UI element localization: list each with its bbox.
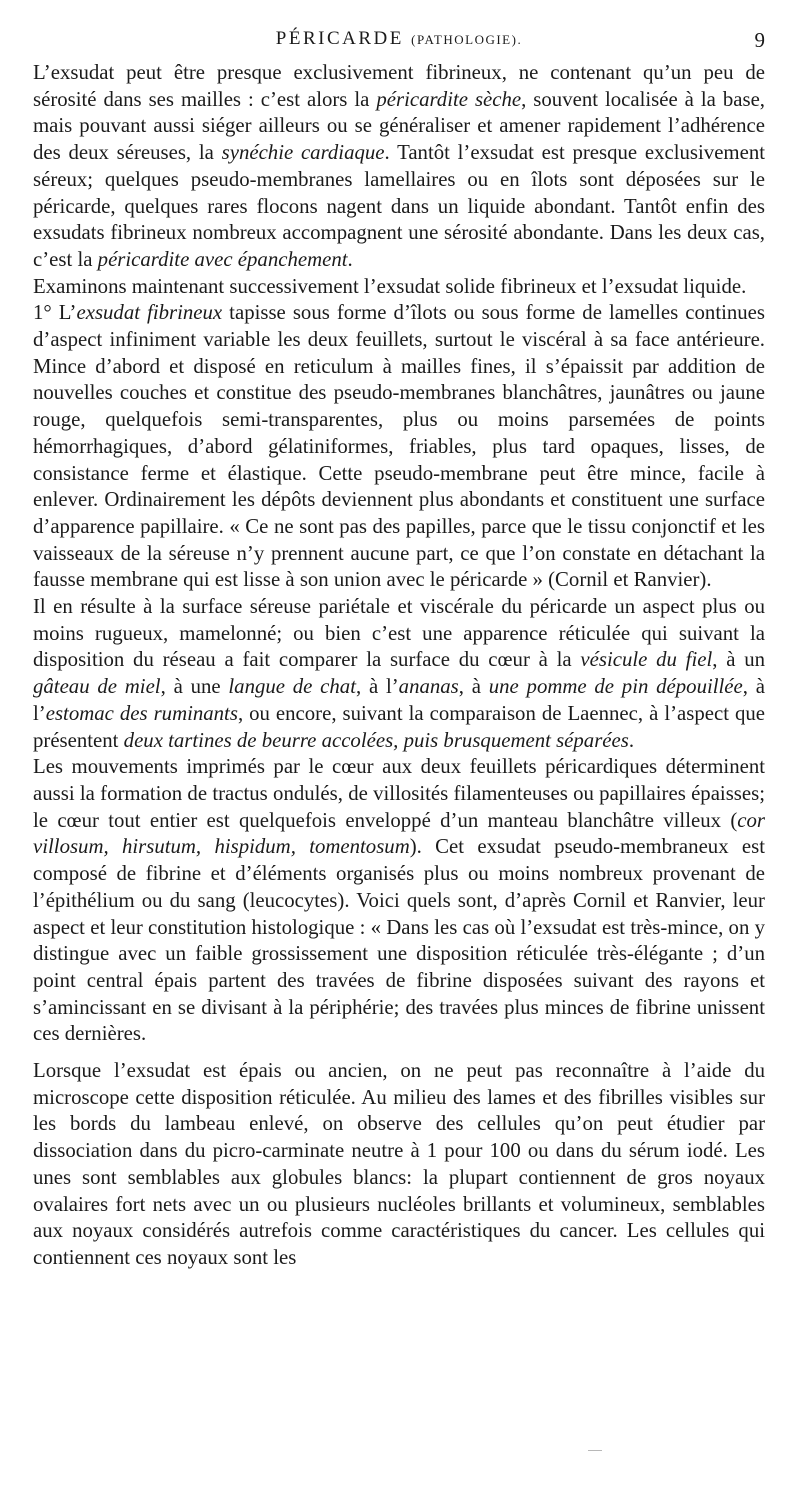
paragraph-gap [33,1048,765,1058]
italic-phrase: gâteau de miel [33,675,161,699]
text-run: , à une [160,675,229,699]
paragraph-4 [33,594,765,754]
text-run: , ou encore, suivant la comparaison de Laennec, à l’aspect que présentent [33,701,766,752]
italic-phrase: ananas [398,675,459,699]
text-run: 1° L’ [33,301,77,325]
text-run: , à l’ [355,675,399,699]
paragraph-5 [33,754,765,1048]
text-run: , souvent localisée à la base, mais pouvant aussi siéger ailleurs ou se généraliser et amener rapidement l’adhérence des deux séreuses, la [33,87,766,165]
text-run: Les mouvements imprimés par le cœur aux deux feuillets péricardiques déterminent aussi la formation de tractus ondulés, de villosités filamenteuses ou papillaires épaisses; le cœur tout entier est quelquefois enveloppé d’un manteau blanchâtre villeux ( [33,755,765,832]
text-run: L’exsudat peut être presque exclusivement fibrineux, ne contenant qu’un peu de sérosité dans ses mailles : c’est alors la [33,61,765,111]
running-title-main: PÉRICARDE [275,28,404,49]
paragraph-2 [33,274,765,301]
text-run: ). Cet exsudat pseudo-membraneux est composé de fibrine et d’éléments organisés plus ou moins nombreux provenant de l’épithélium ou du sang (leucocytes). Voici quels sont, d’après Cornil et Ranvier, leur aspect et leur constitution histologique : « Dans les cas où l’exsudat est très-mince, on y distingue avec un faible grossissement une disposition réticulée très-élégante ; d’un point central épais partent des travées de fibrine disposées suivant des rayons et s’amincissant en se divisant à la périphérie; des travées plus minces de fibrine unissent ces dernières. [33,835,766,1046]
italic-phrase: exsudat fibrineux [76,301,223,325]
italic-phrase: cor villosum, hirsutum, hispidum, tomentosum [33,808,765,859]
text-run: Lorsque l’exsudat est épais ou ancien, on ne peut pas reconnaître à l’aide du microscope cette disposition réticulée. Au milieu des lames et des fibrilles visibles sur les bords du lambeau enlevé, on observe des cellules qu’on peut étudier par dissociation dans du picro-carminate neutre à 1 pour 100 ou dans du sérum iodé. Les unes sont semblables aux globules blancs: la plupart contiennent de gros noyaux ovalaires fort nets avec un ou plusieurs nucléoles brillants et volumineux, semblables aux noyaux considérés autrefois comme caractéristiques du cancer. Les cellules qui contiennent ces noyaux sont les [33,1059,765,1269]
italic-phrase: langue de chat [228,675,356,699]
paragraph-6 [33,1058,765,1272]
text-run: . [628,728,635,752]
text-run: Il en résulte à la surface séreuse pariétale et viscérale du péricarde un aspect plus ou moins rugueux, mamelonné; ou bien c’est une apparence réticulée qui suivant la disposition du réseau a fait comparer la surface du cœur à la [33,595,765,672]
italic-phrase: péricardite sèche [376,87,522,111]
text-run: , à un [712,648,766,672]
text-run: , à l’ [33,675,765,725]
page-number: 9 [754,28,765,52]
paragraph-3 [33,300,765,594]
italic-phrase: deux tartines de beurre accolées, puis brusquement séparées [123,728,629,752]
italic-phrase: vésicule du fiel [580,648,713,672]
text-run: , à [458,675,489,699]
running-title [33,28,765,50]
italic-phrase: synéchie cardiaque [221,141,385,165]
page-body [33,60,765,1272]
italic-phrase: péricardite avec épanchement [97,247,348,271]
text-run: . Tantôt l’exsudat est presque exclusivement séreux; quelques pseudo-membranes lamellaires ou en îlots sont déposées sur le péricarde, quelques rares flocons nagent dans un liquide abondant. Tantôt enfin des exsudats fibrineux nombreux accompagnent une sérosité abondante. Dans les deux cas, c’est la [33,141,766,271]
page-header [33,26,765,56]
text-run: tapisse sous forme d’îlots ou sous forme de lamelles continues d’aspect infiniment variable les deux feuillets, surtout le viscéral à sa face antérieure. Mince d’abord et disposé en reticulum à mailles fines, il s’épaissit par addition de nouvelles couches et constitue des pseudo-membranes blanchâtres, jaunâtres ou jaune rouge, quelquefois semi-transparentes, plus ou moins parsemées de points hémorrhagiques, d’abord gélatiniformes, friables, plus tard opaques, lisses, de consistance ferme et élastique. Cette pseudo-membrane peut être mince, facile à enlever. Ordinairement les dépôts deviennent plus abondants et constituent une surface d’apparence papillaire. « Ce ne sont pas des papilles, parce que le tissu conjonctif et les vaisseaux de la séreuse n’y prennent aucune part, ce que l’on constate en détachant la fausse membrane qui est lisse à son union avec le péricarde » (Cornil et Ranvier). [33,301,766,592]
italic-phrase: estomac des ruminants [45,701,238,725]
paragraph-1 [33,60,765,274]
text-run: Examinons maintenant successivement l’exsudat solide fibrineux et l’exsudat liquide. [33,274,747,298]
italic-phrase: une pomme de pin dépouillée [488,675,743,699]
bottom-mark [588,1450,602,1451]
text-run: . [347,247,353,271]
running-title-sub: (PATHOLOGIE). [411,32,523,47]
